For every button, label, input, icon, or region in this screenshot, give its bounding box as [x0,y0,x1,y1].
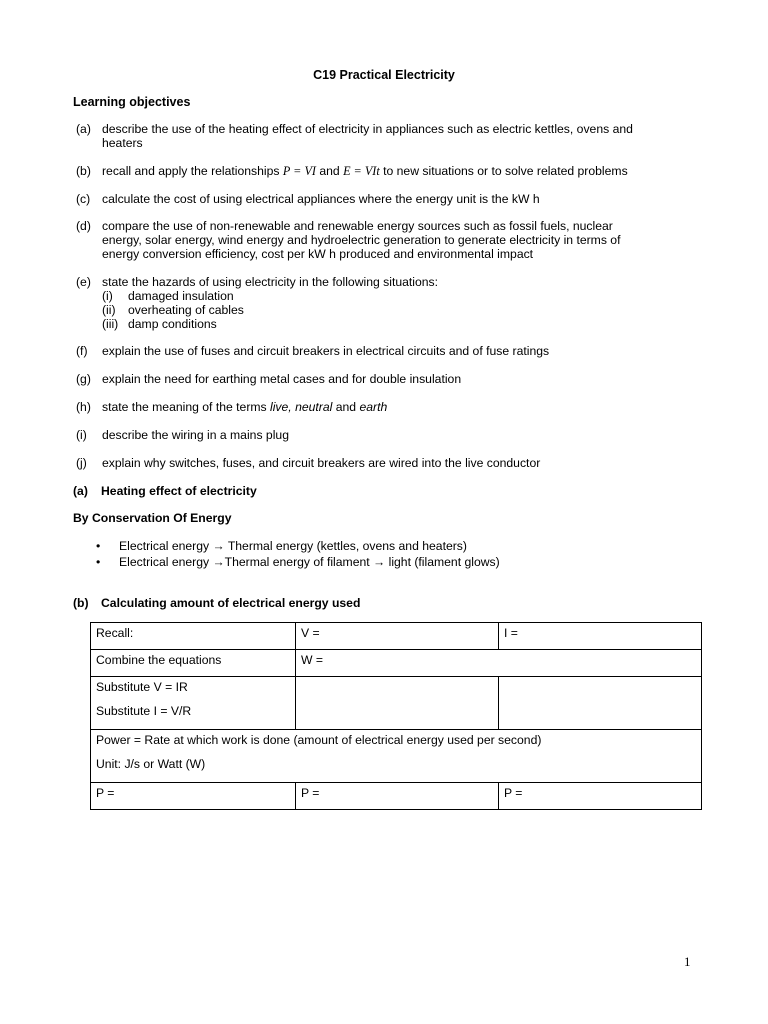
power-equation-lhs: P = [282,164,305,178]
table-row [91,650,702,677]
section-a-heading: (a) Heating effect of electricity [73,484,257,498]
objective-text: explain the need for earthing metal cases and for double insulation [102,372,462,386]
objective-label: (d) [76,219,91,233]
sub-item: (iii) damp conditions [102,317,217,331]
objective-text: describe the wiring in a mains plug [102,428,289,442]
objective-label: (i) [76,428,87,442]
bullet-icon: • [96,555,101,569]
energy-calculation-table [90,622,702,810]
power-equation-rhs: VI [304,164,316,178]
page-number: 1 [684,954,691,969]
table-row [91,623,702,650]
table-cell: Recall: [91,623,296,650]
objective-label: (c) [76,192,91,206]
table-cell: Power = Rate at which work is done (amount of electrical energy used per second) Unit: J/s or Watt (W) [91,730,702,783]
sub-item: (ii) overheating of cables [102,303,244,317]
table-cell: P = [499,783,702,810]
objective-label: (h) [76,400,91,414]
conservation-heading: By Conservation Of Energy [73,511,232,525]
objective-text: recall and apply the relationships P = VI and E = VIt to new situations or to solve related problems [102,164,628,178]
term-live-neutral: live, neutral [270,400,333,414]
table-cell: Combine the equations [91,650,296,677]
sub-item: (i) damaged insulation [102,289,234,303]
objective-label: (j) [76,456,87,470]
objective-text: explain the use of fuses and circuit breakers in electrical circuits and of fuse ratings [102,344,550,358]
table-cell: P = [91,783,296,810]
table-cell: W = [296,650,702,677]
section-b-heading: (b) Calculating amount of electrical energy used [73,596,361,610]
table-cell [296,677,499,730]
table-cell: P = [296,783,499,810]
table-row [91,783,702,810]
term-earth: earth [359,400,388,414]
energy-equation-rhs: VIt [364,164,380,178]
table-cell: I = [499,623,702,650]
energy-equation-lhs: E = [343,164,365,178]
learning-objectives-heading: Learning objectives [73,95,191,109]
bullet-icon: • [96,539,101,553]
table-row [91,677,702,730]
table-cell [499,677,702,730]
list-item: • Electrical energy →Thermal energy of filament → light (filament glows) [96,555,500,569]
objective-text: compare the use of non-renewable and renewable energy sources such as fossil fuels, nuclear energy, solar energy, wind energy and hydroelectric generation to generate electricity in terms of energy conversion efficiency, cost per kW h produced and environmental impact [102,219,621,261]
objective-text: calculate the cost of using electrical appliances where the energy unit is the kW h [102,192,540,206]
objective-text: describe the use of the heating effect of electricity in appliances such as electric kettles, ovens and heaters [102,122,633,150]
list-item: • Electrical energy → Thermal energy (kettles, ovens and heaters) [96,539,467,553]
objective-text: state the meaning of the terms live, neutral and earth [102,400,388,414]
objective-label: (e) [76,275,91,289]
objective-text: explain why switches, fuses, and circuit breakers are wired into the live conductor [102,456,541,470]
table-cell: Substitute V = IR Substitute I = V/R [91,677,296,730]
objective-label: (a) [76,122,91,136]
objective-text [102,275,672,331]
arrow-right-icon: → [212,539,225,553]
table-cell: V = [296,623,499,650]
objective-label: (f) [76,344,88,358]
energy-conversion-list [96,538,500,570]
arrow-right-icon: → [212,555,225,569]
objective-e-intro: state the hazards of using electricity in the following situations: [102,275,439,289]
objective-label: (g) [76,372,91,386]
page-title: C19 Practical Electricity [313,68,455,82]
arrow-right-icon: → [373,555,386,569]
table-row [91,730,702,783]
objective-label: (b) [76,164,91,178]
